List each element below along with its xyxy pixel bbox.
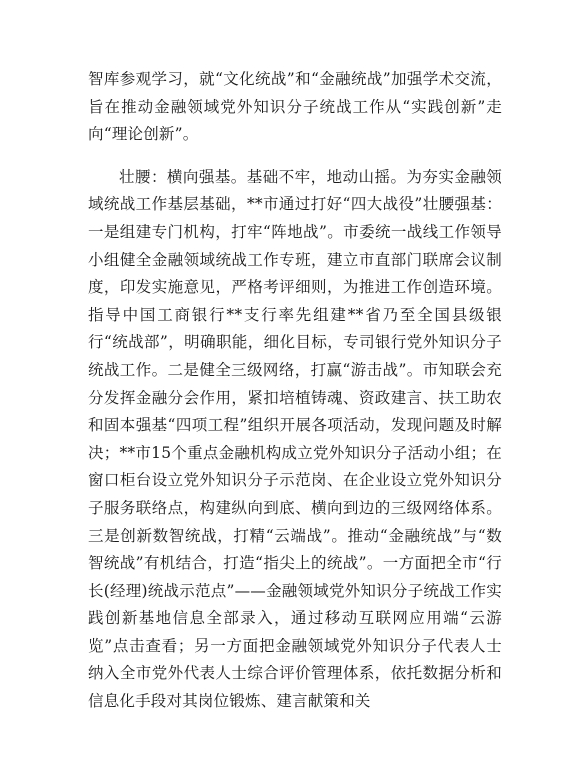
document-body [88,66,502,716]
paragraph-2: 壮腰：横向强基。基础不牢，地动山摇。为夯实金融领域统战工作基层基础，**市通过打好“四大战役”壮腰强基：一是组建专门机构，打牢“阵地战”。市委统一战线工作领导小组健全金融领域统战工作专班，建立市直部门联席会议制度，印发实施意见，严格考评细则，为推进工作创造环境。指导中国工商银行**支行率先组建**省乃至全国县级银行“统战部”，明确职能，细化目标，专司银行党外知识分子统战工作。二是健全三级网络，打赢“游击战”。市知联会充分发挥金融分会作用，紧扣培植铸魂、资政建言、扶工助农和固本强基“四项工程”组织开展各项活动，发现问题及时解决；**市15个重点金融机构成立党外知识分子活动小组；在窗口柜台设立党外知识分子示范岗、在企业设立党外知识分子服务联络点，构建纵向到底、横向到边的三级网络体系。三是创新数智统战，打精“云端战”。推动“金融统战”与“数智统战”有机结合，打造“指尖上的统战”。一方面把全市“行长(经理)统战示范点”——金融领域党外知识分子统战工作实践创新基地信息全部录入，通过移动互联网应用端“云游览”点击查看；另一方面把金融领域党外知识分子代表人士纳入全市党外代表人士综合评价管理体系，依托数据分析和信息化手段对其岗位锻炼、建言献策和关 [88,167,502,711]
paragraph-1: 智库参观学习，就“文化统战”和“金融统战”加强学术交流，旨在推动金融领域党外知识分子统战工作从“实践创新”走向“理论创新”。 [88,70,502,144]
paragraph-spacer [88,149,502,164]
